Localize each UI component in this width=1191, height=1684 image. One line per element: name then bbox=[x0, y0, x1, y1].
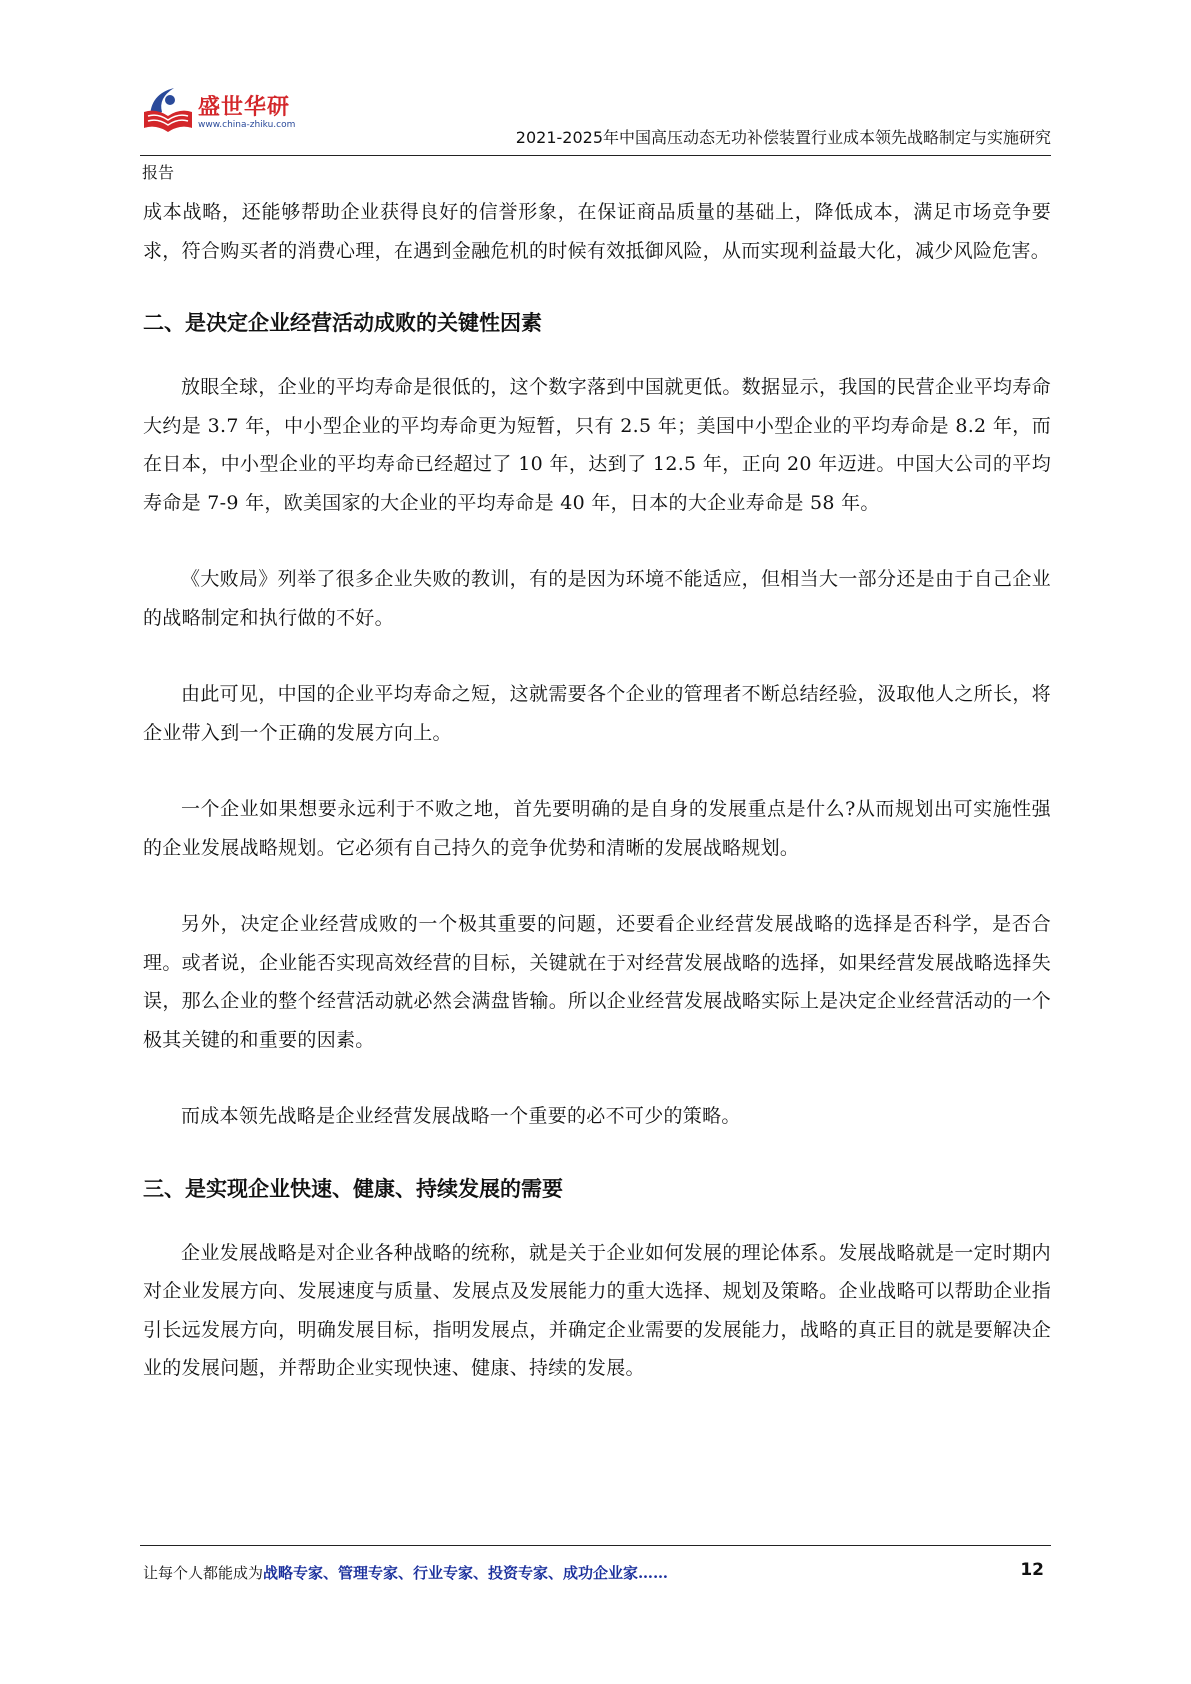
section-heading: 三、是实现企业快速、健康、持续发展的需要 bbox=[143, 1176, 563, 1201]
paragraph: 一个企业如果想要永远利于不败之地，首先要明确的是自身的发展重点是什么?从而规划出可实施性强的企业发展战略规划。它必须有自己持久的竞争优势和清晰的发展战略规划。 bbox=[143, 798, 1051, 859]
logo-website: www.china-zhiku.com bbox=[198, 120, 296, 130]
footer-slogan-lead: 让每个人都能成为 bbox=[143, 1564, 264, 1582]
page-number: 12 bbox=[1020, 1560, 1044, 1580]
main-content bbox=[143, 193, 1051, 1388]
footer-slogan-highlight: 战略专家、管理专家、行业专家、投资专家、成功企业家…… bbox=[263, 1564, 669, 1582]
paragraph: 《大败局》列举了很多企业失败的教训，有的是因为环境不能适应，但相当大一部分还是由于自己企业的战略制定和执行做的不好。 bbox=[143, 568, 1051, 629]
paragraph: 成本战略，还能够帮助企业获得良好的信誉形象，在保证商品质量的基础上，降低成本，满足市场竞争要求，符合购买者的消费心理，在遇到金融危机的时候有效抵御风险，从而实现利益最大化，减少风险危害。 bbox=[143, 201, 1051, 262]
paragraph: 放眼全球，企业的平均寿命是很低的，这个数字落到中国就更低。数据显示，我国的民营企业平均寿命大约是 3.7 年，中小型企业的平均寿命更为短暂，只有 2.5 年；美国中小型企业的平均寿命是 8.2 年，而在日本，中小型企业的平均寿命已经超过了 10 年，达到了 12.5 年，正向 20 年迈进。中国大公司的平均寿命是 7-9 年，欧美国家的大企业的平均寿命是 40 年，日本的大企业寿命是 58 年。 bbox=[143, 376, 1051, 514]
paragraph: 而成本领先战略是企业经营发展战略一个重要的必不可少的策略。 bbox=[181, 1105, 741, 1127]
logo-brand-name: 盛世华研 bbox=[198, 95, 291, 120]
report-title: 2021-2025年中国高压动态无功补偿装置行业成本领先战略制定与实施研究 bbox=[515, 128, 1051, 147]
paragraph: 另外，决定企业经营成败的一个极其重要的问题，还要看企业经营发展战略的选择是否科学，是否合理。或者说，企业能否实现高效经营的目标，关键就在于对经营发展战略的选择，如果经营发展战略选择失误，那么企业的整个经营活动就必然会满盘皆输。所以企业经营发展战略实际上是决定企业经营活动的一个极其关键的和重要的因素。 bbox=[143, 913, 1051, 1051]
report-title-continuation: 报告 bbox=[142, 163, 175, 182]
footer-slogan bbox=[143, 1562, 668, 1583]
paragraph: 由此可见，中国的企业平均寿命之短，这就需要各个企业的管理者不断总结经验，汲取他人之所长，将企业带入到一个正确的发展方向上。 bbox=[143, 683, 1051, 744]
section-heading: 二、是决定企业经营活动成败的关键性因素 bbox=[143, 311, 542, 335]
logo-book-icon bbox=[140, 82, 196, 138]
header-divider bbox=[140, 155, 1051, 156]
paragraph: 企业发展战略是对企业各种战略的统称，就是关于企业如何发展的理论体系。发展战略就是一定时期内对企业发展方向、发展速度与质量、发展点及发展能力的重大选择、规划及策略。企业战略可以帮助企业指引长远发展方向，明确发展目标，指明发展点，并确定企业需要的发展能力，战略的真正目的就是要解决企业的发展问题，并帮助企业实现快速、健康、持续的发展。 bbox=[143, 1241, 1051, 1379]
company-logo bbox=[140, 82, 340, 146]
footer-divider bbox=[140, 1545, 1051, 1546]
